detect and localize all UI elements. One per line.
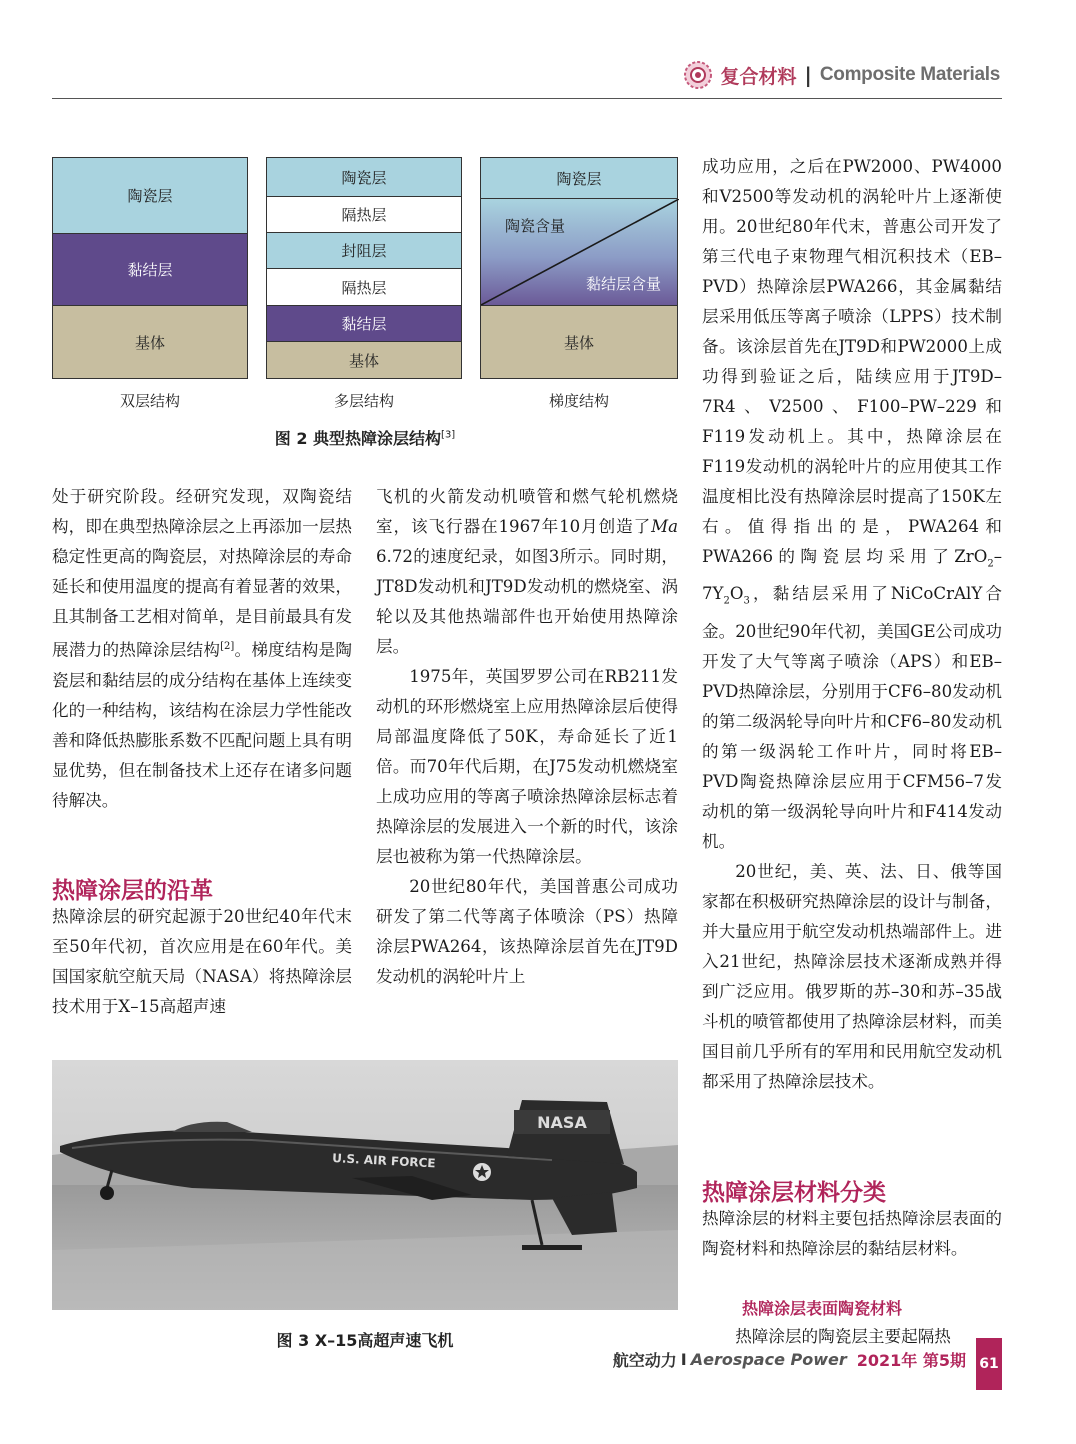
paragraph: 飞机的火箭发动机喷管和燃气轮机燃烧室，该飞行器在1967年10月创造了Ma 6.72的速度纪录，如图3所示。同时期，JT8D发动机和JT9D发动机的燃烧室、涡轮以及其他热端部件也开始使用热障涂层。 bbox=[376, 487, 678, 656]
column-3-bottom bbox=[702, 1204, 1002, 1264]
diagram-caption-double: 双层结构 bbox=[119, 392, 180, 410]
column-1-bottom bbox=[52, 902, 352, 1022]
layer-ceramic: 陶瓷层 bbox=[267, 158, 461, 196]
section-name-en: Composite Materials bbox=[819, 64, 1000, 85]
journal-name-en: Aerospace Power bbox=[690, 1349, 847, 1369]
section-title-history: 热障涂层的沿革 bbox=[52, 878, 213, 904]
layer-insulation: 隔热层 bbox=[267, 268, 461, 305]
bond-content-label: 黏结层含量 bbox=[585, 275, 661, 293]
layer-insulation: 隔热层 bbox=[267, 196, 461, 232]
paragraph: 20世纪80年代，美国普惠公司成功研发了第二代等离子体喷涂（PS）热障涂层PWA264，该热障涂层首先在JT9D发动机的涡轮叶片上 bbox=[376, 877, 678, 986]
issue-label: 2021年 第5期 bbox=[856, 1350, 966, 1370]
x15-aircraft-illustration bbox=[52, 1060, 678, 1310]
diagram-double-layer bbox=[52, 157, 248, 379]
diagram-caption-gradient: 梯度结构 bbox=[548, 392, 609, 410]
layer-ceramic: 陶瓷层 bbox=[53, 158, 247, 233]
page-footer bbox=[613, 1328, 1002, 1390]
layer-base: 基体 bbox=[267, 341, 461, 378]
column-2 bbox=[376, 482, 678, 992]
x15-aircraft-photo bbox=[52, 1060, 678, 1310]
subsection-title-ceramic: 热障涂层表面陶瓷材料 bbox=[742, 1299, 903, 1318]
figure-2-caption-text: 图 2 典型热障涂层结构 bbox=[274, 429, 442, 448]
diagram-caption-multi: 多层结构 bbox=[333, 392, 394, 410]
column-3 bbox=[702, 152, 1002, 1097]
paragraph: 处于研究阶段。经研究发现，双陶瓷结构，即在典型热障涂层之上再添加一层热稳定性更高的陶瓷层，对热障涂层的寿命延长和使用温度的提高有着显著的效果，且其制备工艺相对简单，是目前最具有发展潜力的热障涂层结构[2]。梯度结构是陶瓷层和黏结层的成分结构在基体上连续变化的一种结构，该结构在涂层力学性能改善和降低热膨胀系数不匹配问题上具有明显优势，但在制备技术上还存在诸多问题待解决。 bbox=[52, 487, 353, 810]
page-number: 61 bbox=[976, 1338, 1002, 1390]
layer-bond: 黏结层 bbox=[267, 305, 461, 341]
layer-bond: 黏结层 bbox=[53, 233, 247, 305]
section-logo-icon bbox=[683, 60, 713, 90]
layer-ceramic: 陶瓷层 bbox=[481, 158, 677, 198]
column-1-top bbox=[52, 482, 352, 816]
figure-2-ref: [3] bbox=[441, 429, 456, 441]
nasa-marking: NASA bbox=[537, 1113, 587, 1132]
paragraph: 20世纪，美、英、法、日、俄等国家都在积极研究热障涂层的设计与制备，并大量应用于航空发动机热端部件上。进入21世纪，热障涂层技术逐渐成熟并得到广泛应用。俄罗斯的苏–30和苏–35战斗机的喷管都使用了热障涂层材料，而美国目前几乎所有的军用和民用航空发动机都采用了热障涂层技术。 bbox=[702, 861, 1002, 1091]
header-rule bbox=[52, 98, 1002, 99]
paragraph: 热障涂层的材料主要包括热障涂层表面的陶瓷材料和热障涂层的黏结层材料。 bbox=[702, 1209, 1002, 1258]
layer-base: 基体 bbox=[53, 305, 247, 378]
paragraph: 1975年，英国罗罗公司在RB211发动机的环形燃烧室上应用热障涂层后使得局部温度降低了50K，寿命延长了近1倍。而70年代后期，在J75发动机燃烧室上成功应用的等离子喷涂热障涂层标志着热障涂层的发展进入一个新的时代，该涂层也被称为第一代热障涂层。 bbox=[376, 667, 678, 866]
paragraph: 成功应用，之后在PW2000、PW4000和V2500等发动机的涡轮叶片上逐渐使用。20世纪80年代末，普惠公司开发了第三代电子束物理气相沉积技术（EB–PVD）热障涂层PWA266，其金属黏结层采用低压等离子喷涂（LPPS）技术制备。该涂层首先在JT9D和PW2000上成功得到验证之后，陆续应用于JT9D–7R4、V2500、F100–PW–229和F119发动机上。其中，热障涂层在F119发动机的涡轮叶片的应用使其工作温度相比没有热障涂层时提高了150K左右。值得指出的是，PWA264和PWA266的陶瓷层均采用了$ZrO_2-7Y_2O_3$，黏结层采用了NiCoCrAlY合金。20世纪90年代初，美国GE公司成功开发了大气等离子喷涂（APS）和EB–PVD热障涂层，分别用于CF6–80发动机的第二级涡轮导向叶片和CF6–80发动机的第一级涡轮工作叶片，同时将EB–PVD陶瓷热障涂层应用于CFM56–7发动机的第一级涡轮导向叶片和F414发动机。 bbox=[702, 157, 1002, 851]
paragraph: 热障涂层的陶瓷层主要起隔热 bbox=[735, 1327, 951, 1346]
paragraph: 热障涂层的研究起源于20世纪40年代末至50年代初，首次应用是在60年代。美国国家航空航天局（NASA）将热障涂层技术用于X–15高超声速 bbox=[52, 907, 352, 1016]
footer-bar: I bbox=[680, 1349, 687, 1369]
section-title-materials: 热障涂层材料分类 bbox=[702, 1180, 886, 1206]
running-header bbox=[683, 56, 1000, 94]
usaf-marking: U.S. AIR FORCE bbox=[331, 1151, 436, 1171]
diagram-gradient bbox=[480, 157, 678, 379]
layer-base: 基体 bbox=[481, 305, 677, 378]
figure-3-caption: 图 3 X–15高超声速飞机 bbox=[276, 1331, 454, 1350]
section-name-cn: 复合材料 bbox=[720, 65, 797, 88]
header-separator: | bbox=[804, 63, 812, 87]
layer-sealing: 封阻层 bbox=[267, 232, 461, 268]
ceramic-content-label: 陶瓷含量 bbox=[505, 217, 566, 235]
gradient-zone bbox=[481, 198, 677, 305]
figure-2-caption bbox=[52, 426, 678, 449]
journal-name-cn: 航空动力 bbox=[612, 1350, 677, 1370]
diagram-multi-layer bbox=[266, 157, 462, 379]
